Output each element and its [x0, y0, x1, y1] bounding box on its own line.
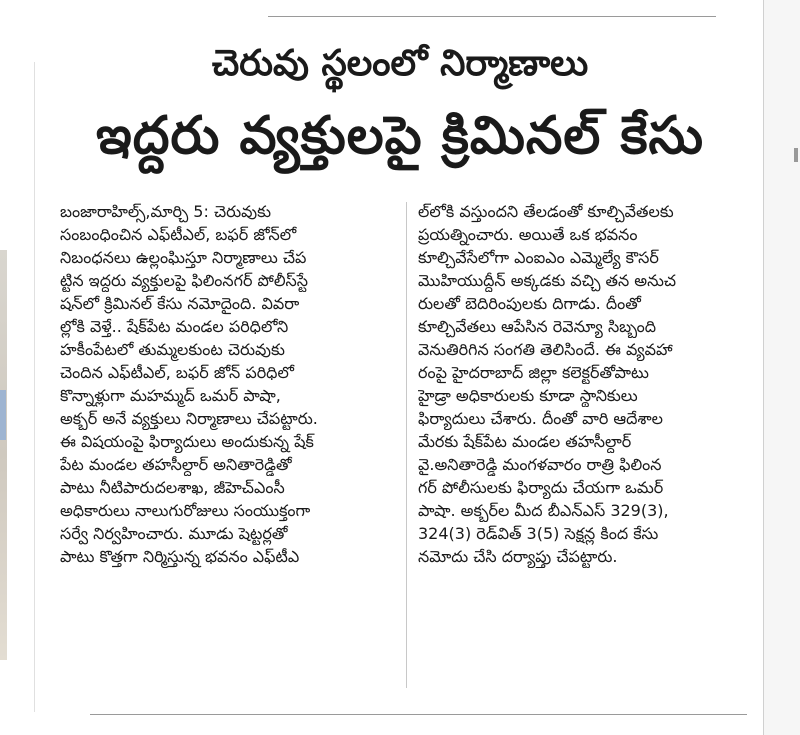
article-text-line: ల్‌లోకి వస్తుందని తేలడంతో కూల్చివేతలకు — [418, 202, 674, 221]
article-column-left — [60, 200, 395, 568]
article-text-line: గర్ పోలీసులకు ఫిర్యాదు చేయగా ఒమర్ — [418, 478, 664, 497]
article-text-line: షన్‌లో క్రిమినల్ కేసు నమోదైంది. వివరా — [60, 294, 300, 313]
article-text-line: హకీంపేటలో తుమ్మలకుంట చెరువుకు — [60, 340, 285, 359]
article-text-line: అధికారులు నాలుగురోజులు సంయుక్తంగా — [60, 501, 311, 520]
article-kicker: చెరువు స్థలంలో నిర్మాణాలు — [211, 43, 589, 84]
article-text-line: పాషా. అక్బర్‌ల మీద బీఎన్ఎస్ 329(3), — [418, 501, 669, 520]
article-text-line: మొహియుద్దీన్ అక్కడకు వచ్చి తన అనుచ — [418, 271, 677, 290]
article-text-line: సర్వే నిర్వహించారు. మూడు షెట్టర్లతో — [60, 524, 288, 543]
right-page-edge-mark — [794, 148, 798, 162]
article-text-line: పాటు నీటిపారుదలశాఖ, జీహెచ్ఎంసీ — [60, 478, 285, 497]
article-text-line: బంజారాహిల్స్,మార్చి 5: చెరువుకు — [60, 202, 271, 221]
article-text-line: వై.అనితారెడ్డి మంగళవారం రాత్రి ఫిలింన — [418, 455, 662, 474]
next-article-clipped-heading — [140, 720, 560, 735]
article-column-right — [418, 200, 753, 568]
article-text-line: ల్లోకి వెళ్తే.. షేక్‌పేట మండల పరిధిలోని — [60, 317, 289, 336]
article-headline: ఇద్దరు వ్యక్తులపై క్రిమినల్ కేసు — [95, 106, 705, 166]
left-page-edge — [0, 250, 7, 660]
top-rule — [268, 16, 716, 17]
article-text-line: 324(3) రెడ్‌విత్ 3(5) సెక్షన్ల కింద కేసు — [418, 524, 659, 543]
article-text-line: రులతో బెదిరింపులకు దిగాడు. దీంతో — [418, 294, 641, 313]
article-text-line: కూల్చివేసేలోగా ఎంఐఎం ఎమ్మెల్యే కౌసర్ — [418, 248, 659, 267]
article-text-line: ఈ విషయంపై ఫిర్యాదులు అందుకున్న షేక్ — [60, 432, 314, 451]
bottom-rule — [90, 714, 747, 715]
article-text-line: అక్బర్ అనే వ్యక్తులు నిర్మాణాలు చేపట్టారు. — [60, 409, 318, 428]
article-text-line: ఫిర్యాదులు చేశారు. దీంతో వారి ఆదేశాల — [418, 409, 663, 428]
article-text-line: హైడ్రా అధికారులకు కూడా స్థానికులు — [418, 386, 638, 405]
article-text-line: కూల్చివేతలు ఆపేసిన రెవెన్యూ సిబ్బంది — [418, 317, 657, 336]
article-text-line: ప్రయత్నించారు. అయితే ఒక భవనం — [418, 225, 638, 244]
left-column-rule — [34, 62, 35, 712]
left-page-edge-image — [0, 390, 6, 440]
column-separator — [406, 202, 407, 688]
article-text-line: పేట మండల తహసీల్దార్ అనితారెడ్డితో — [60, 455, 292, 474]
right-page-edge — [763, 0, 800, 735]
article-text-line: చెందిన ఎఫ్‌టీఎల్, బఫర్ జోన్ పరిధిలో — [60, 363, 294, 382]
article-text-line: సంబంధించిన ఎఫ్‌టీఎల్, బఫర్ జోన్‌లో — [60, 225, 297, 244]
article-text-line: నమోదు చేసి దర్యాప్తు చేపట్టారు. — [418, 547, 618, 566]
article-text-line: పాటు కొత్తగా నిర్మిస్తున్న భవనం ఎఫ్‌టీఎ — [60, 547, 300, 566]
article-text-line: మేరకు షేక్‌పేట మండల తహసీల్దార్ — [418, 432, 632, 451]
article-text-line: వెనుతిరిగిన సంగతి తెలిసిందే. ఈ వ్యవహా — [418, 340, 673, 359]
article-text-line: కొన్నాళ్లుగా మహమ్మద్ ఒమర్ పాషా, — [60, 386, 281, 405]
article-text-line: రంపై హైదరాబాద్ జిల్లా కలెక్టర్‌తోపాటు — [418, 363, 649, 382]
article-text-line: నిబంధనలు ఉల్లంఘిస్తూ నిర్మాణాలు చేప — [60, 248, 307, 267]
article-text-line: ట్టిన ఇద్దరు వ్యక్తులపై ఫిలింనగర్ పోలీస్‌స్టే — [60, 271, 309, 290]
